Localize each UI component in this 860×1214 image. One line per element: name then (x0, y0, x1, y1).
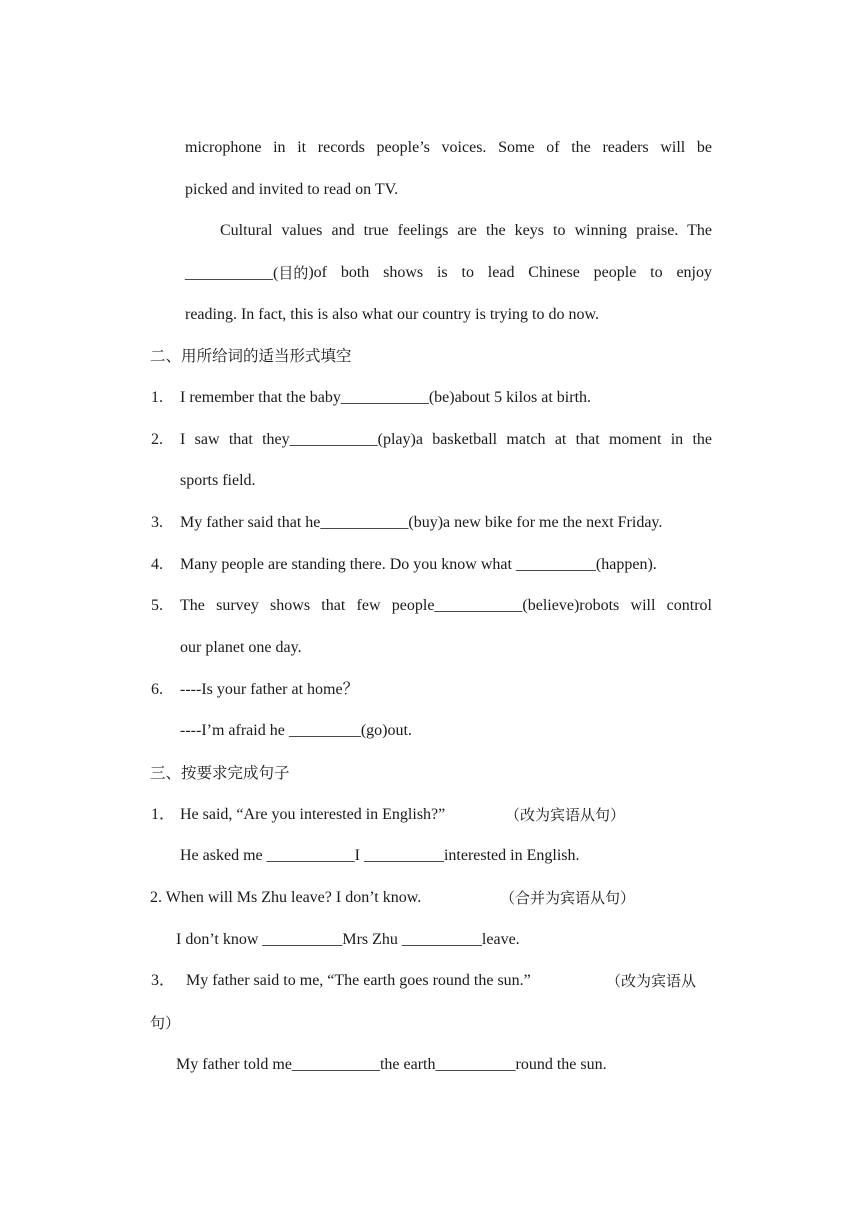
item-5-text: The survey shows that few people___________(believe)robots will control (180, 597, 712, 614)
section-3-heading: 三、按要求完成句子 (150, 764, 290, 782)
item-1-text: I remember that the baby___________(be)about 5 kilos at birth. (180, 389, 592, 406)
passage-line-3: Cultural values and true feelings are the keys to winning praise. The (220, 222, 712, 239)
q3-number: 3． (151, 972, 176, 989)
item-4-number: 4. (151, 556, 163, 573)
q1-answer: He asked me ___________I __________interested in English. (180, 847, 580, 864)
item-5-cont: our planet one day. (180, 639, 302, 656)
passage-blank: ___________(目的 (185, 264, 309, 282)
section-2-heading: 二、用所给词的适当形式填空 (150, 347, 352, 365)
q3-instruction: （改为宾语从 (606, 972, 697, 990)
q3-answer: My father told me___________the earth__________round the sun. (176, 1056, 607, 1073)
item-1-number: 1. (151, 389, 163, 406)
item-6-cont: ----I’m afraid he _________(go)out. (180, 722, 412, 739)
passage-line-5: reading. In fact, this is also what our country is trying to do now. (185, 306, 599, 323)
item-3-number: 3. (151, 514, 163, 531)
q2-text: 2. When will Ms Zhu leave? I don’t know. (150, 889, 422, 906)
item-4-text: Many people are standing there. Do you know what __________(happen). (180, 556, 657, 573)
item-6-number: 6. (151, 681, 163, 698)
item-2-text: I saw that they___________(play)a basketball match at that moment in the (180, 431, 712, 448)
q3-text: My father said to me, “The earth goes round the sun.” (186, 972, 531, 989)
q3-instruction-cont: 句） (150, 1014, 181, 1032)
item-3-text: My father said that he___________(buy)a new bike for me the next Friday. (180, 514, 663, 531)
passage-line-4 (185, 263, 712, 284)
item-2-number: 2. (151, 431, 163, 448)
passage-line-2: picked and invited to read on TV. (185, 181, 399, 198)
q1-number: 1． (151, 806, 176, 823)
q1-instruction: （改为宾语从句） (505, 806, 626, 824)
q2-instruction: （合并为宾语从句） (500, 889, 636, 907)
item-6-text: ----Is your father at home？ (180, 681, 359, 698)
passage-line-4-rest: )of both shows is to lead Chinese people to enjoy (308, 264, 712, 281)
passage-line-1: microphone in it records people’s voices. Some of the readers will be (185, 139, 712, 156)
item-2-cont: sports field. (180, 472, 256, 489)
q2-answer: I don’t know __________Mrs Zhu __________leave. (176, 931, 520, 948)
item-5-number: 5. (151, 597, 163, 614)
q1-text: He said, “Are you interested in English?” (180, 806, 446, 823)
